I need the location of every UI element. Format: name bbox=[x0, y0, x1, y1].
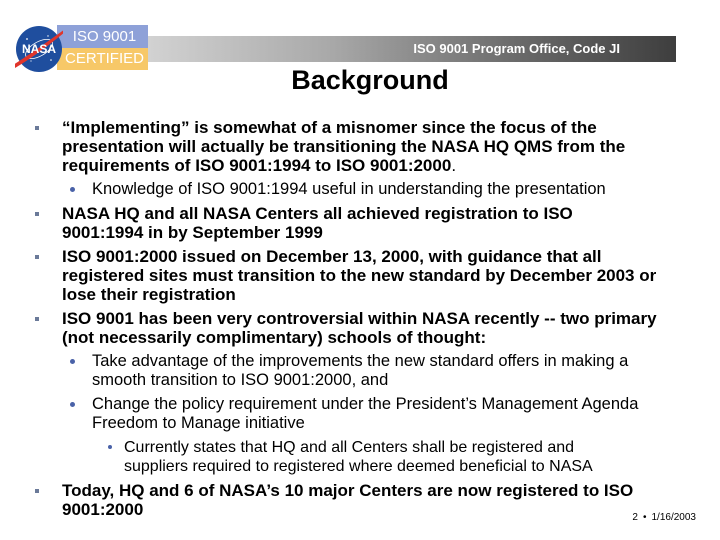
text-segment: requirements of ISO 9001:1994 to ISO 9001:2000 bbox=[62, 156, 452, 175]
bullet-text-line bbox=[62, 328, 720, 347]
text-segment: “Implementing” is somewhat of a misnomer since the focus of the bbox=[62, 118, 597, 137]
text-segment: presentation will actually be transitioning the NASA HQ QMS from the bbox=[62, 137, 626, 156]
iso-badge-bottom: CERTIFIED bbox=[57, 48, 148, 70]
footer-date: 1/16/2003 bbox=[651, 512, 696, 523]
bullet-text-line bbox=[92, 352, 720, 371]
dot-bullet-icon bbox=[70, 402, 75, 407]
square-bullet-icon bbox=[35, 489, 39, 493]
text-segment: . bbox=[451, 156, 457, 175]
bullet-text-line bbox=[62, 266, 720, 285]
bullet-text-line bbox=[62, 118, 720, 137]
slide-title: Background bbox=[291, 65, 449, 95]
bullet-item-level-2 bbox=[0, 352, 720, 390]
text-segment: smooth transition to ISO 9001:2000, and bbox=[92, 371, 389, 389]
nasa-meatball-icon bbox=[15, 25, 63, 73]
text-segment: has been very controversial within NASA recently -- two primary bbox=[133, 309, 657, 328]
dot-bullet-icon bbox=[70, 359, 75, 364]
footer-separator: • bbox=[642, 512, 647, 523]
dot-bullet-icon bbox=[70, 187, 75, 192]
bullet-item-level-3 bbox=[0, 438, 720, 476]
bullet-text-line bbox=[62, 500, 720, 519]
dot-bullet-icon bbox=[108, 445, 112, 449]
square-bullet-icon bbox=[35, 126, 39, 130]
bullet-item-level-2 bbox=[0, 395, 720, 433]
bullet-item-level-1 bbox=[0, 204, 720, 242]
slide-footer bbox=[632, 512, 696, 523]
svg-text:NASA: NASA bbox=[21, 42, 57, 56]
bullet-text-line bbox=[62, 481, 720, 500]
bullet-text-line bbox=[92, 180, 720, 199]
iso-certified-logo bbox=[12, 24, 152, 74]
text-segment: lose their registration bbox=[62, 285, 236, 304]
square-bullet-icon bbox=[35, 317, 39, 321]
text-segment: ISO 9001:2000 bbox=[62, 247, 178, 266]
text-segment: suppliers required to registered where deemed beneficial to NASA bbox=[124, 458, 593, 475]
bullet-item-level-1 bbox=[0, 247, 720, 304]
text-segment: Knowledge of ISO 9001:1994 useful in understanding the presentation bbox=[92, 180, 606, 198]
bullet-list bbox=[0, 113, 720, 519]
text-segment: Freedom to Manage initiative bbox=[92, 414, 305, 432]
bullet-text-line bbox=[62, 223, 720, 242]
bullet-text-line bbox=[124, 438, 720, 457]
iso-badge-top: ISO 9001 bbox=[57, 25, 148, 48]
square-bullet-icon bbox=[35, 212, 39, 216]
bullet-text-line bbox=[62, 156, 720, 175]
text-segment: 9001:1994 in by September 1999 bbox=[62, 223, 323, 242]
bullet-text-line bbox=[62, 204, 720, 223]
bullet-text-line bbox=[124, 457, 720, 476]
bullet-text-line bbox=[62, 309, 720, 328]
program-office-label: ISO 9001 Program Office, Code JI bbox=[413, 41, 620, 56]
bullet-text-line bbox=[92, 395, 720, 414]
bullet-item-level-2 bbox=[0, 180, 720, 199]
text-segment: Change the policy requirement under the President’s Management Agenda bbox=[92, 395, 639, 413]
bullet-text-line bbox=[62, 285, 720, 304]
text-segment: (not necessarily complimentary) schools of thought: bbox=[62, 328, 487, 347]
bullet-item-level-1 bbox=[0, 309, 720, 347]
text-segment: and all NASA Centers all achieved registration to ISO bbox=[139, 204, 573, 223]
text-segment: ISO 9001 bbox=[62, 309, 134, 328]
text-segment: 9001:2000 bbox=[62, 500, 144, 519]
bullet-text-line bbox=[92, 414, 720, 433]
text-segment: issued on December 13, 2000, with guidance that all bbox=[177, 247, 602, 266]
header-bar bbox=[148, 36, 676, 62]
bullet-text-line bbox=[62, 247, 720, 266]
bullet-text-line bbox=[92, 371, 720, 390]
text-segment: Take advantage of the improvements the new standard offers in making a bbox=[92, 352, 629, 370]
text-segment: registered sites must transition to the new standard by December 2003 or bbox=[62, 266, 657, 285]
text-segment: Currently states that HQ and all Centers shall be registered and bbox=[124, 439, 575, 456]
square-bullet-icon bbox=[35, 255, 39, 259]
bullet-item-level-1 bbox=[0, 481, 720, 519]
text-segment: NASA HQ bbox=[62, 204, 140, 223]
bullet-text-line bbox=[62, 137, 720, 156]
bullet-item-level-1 bbox=[0, 118, 720, 175]
text-segment: Today, HQ and 6 of NASA’s 10 major Centers are now registered to ISO bbox=[62, 481, 634, 500]
page-number: 2 bbox=[632, 512, 638, 523]
